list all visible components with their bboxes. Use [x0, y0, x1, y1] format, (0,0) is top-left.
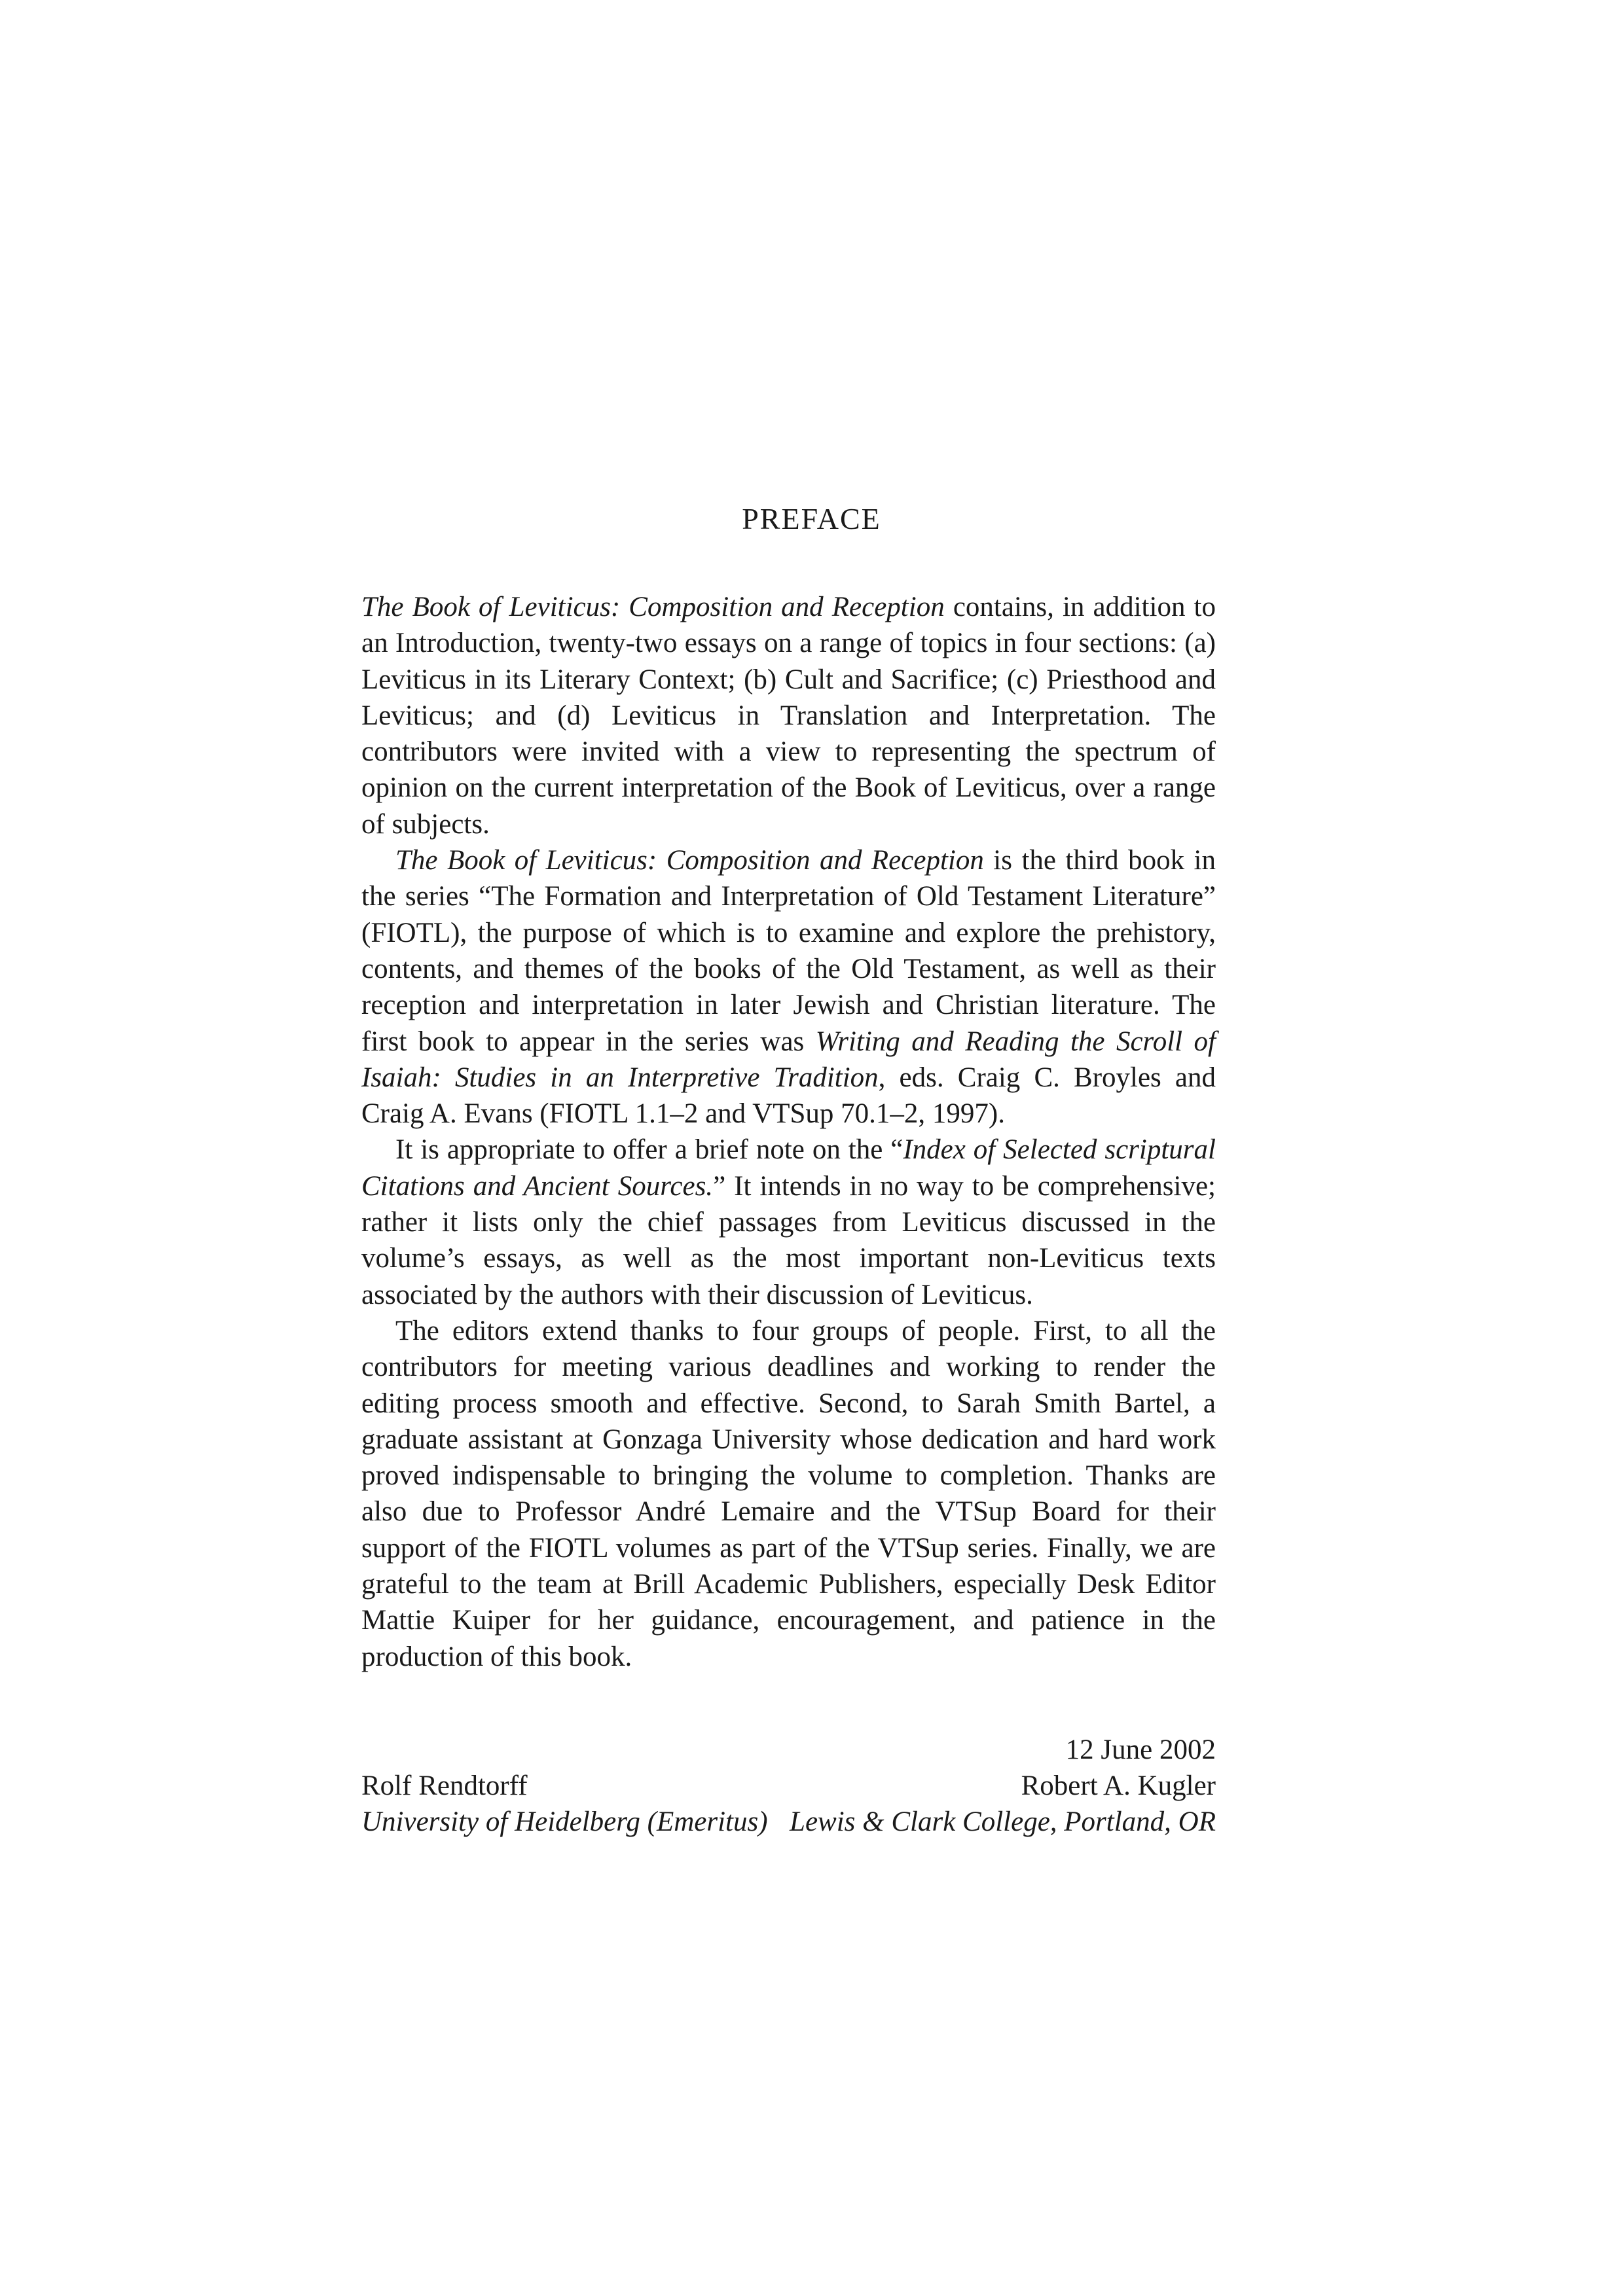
- preface-body: [361, 589, 1216, 1675]
- paragraph-text: The editors extend thanks to four groups of people. First, to all the contributors for meeting various deadlines and working to render the editing process smooth and effective. Second, to Sarah Smith Bartel, a graduate assistant at Gonzaga University whose dedication and hard work proved indispensable to bringing the volume to completion. Thanks are also due to Professor André Lemaire and the VTSup Board for their support of the FIOTL volumes as part of the VTSup series. Finally, we are grateful to the team at Brill Academic Publishers, especially Desk Editor Mattie Kuiper for her guidance, encouragement, and patience in the production of this book.: [361, 1315, 1216, 1672]
- signatory-name-left: Rolf Rendtorff: [361, 1770, 528, 1801]
- signature-block: [361, 1768, 1216, 1840]
- paragraph-4: [361, 1313, 1216, 1675]
- book-title-italic: The Book of Leviticus: Composition and Reception: [395, 845, 984, 876]
- paragraph-text: ” It intends in no way to be comprehensive; rather it lists only the chief passages from Leviticus discussed in the volume’s essays, as well as the most important non-Leviticus texts associated by the authors with their discussion of Leviticus.: [361, 1170, 1216, 1310]
- paragraph-text: It is appropriate to offer a brief note on the “: [395, 1134, 903, 1166]
- signature-names-row: [361, 1768, 1216, 1804]
- paragraph-2: [361, 842, 1216, 1132]
- paragraph-text: contains, in addition to an Introduction, twenty-two essays on a range of topics in four sections: (a) Leviticus in its Literary Context; (b) Cult and Sacrifice; (c) Priesthood and Leviticus; and (d) Leviticus in Translation and Interpretation. The contributors were invited with a view to representing the spectrum of opinion on the current interpretation of the Book of Leviticus, over a range of subjects.: [361, 592, 1216, 840]
- book-title-italic: Writing and Reading the Scroll of Isaiah: Studies in an Interpretive Tradition: [361, 1026, 1216, 1093]
- signature-affiliations-row: [361, 1804, 1216, 1840]
- paragraph-1: [361, 589, 1216, 842]
- signatory-affiliation-left: University of Heidelberg (Emeritus): [361, 1806, 768, 1838]
- paragraph-3: [361, 1132, 1216, 1312]
- signatory-name-right: Robert A. Kugler: [1021, 1770, 1216, 1801]
- preface-date: 12 June 2002: [1065, 1734, 1216, 1765]
- page-title: PREFACE: [742, 502, 881, 535]
- index-title-italic: Index of Selected scriptural Citations and Ancient Sources.: [361, 1134, 1216, 1202]
- signatory-affiliation-right: Lewis & Clark College, Portland, OR: [790, 1806, 1216, 1838]
- book-title-italic: The Book of Leviticus: Composition and Reception: [361, 592, 945, 622]
- paragraph-text: is the third book in the series “The Formation and Interpretation of Old Testament Literature” (FIOTL), the purpose of which is to examine and explore the prehistory, contents, and themes of the books of the Old Testament, as well as their reception and interpretation in later Jewish and Christian literature. The first book to appear in the series was: [361, 845, 1216, 1057]
- paragraph-text: , eds. Craig C. Broyles and Craig A. Evans (FIOTL 1.1–2 and VTSup 70.1–2, 1997).: [361, 1062, 1216, 1130]
